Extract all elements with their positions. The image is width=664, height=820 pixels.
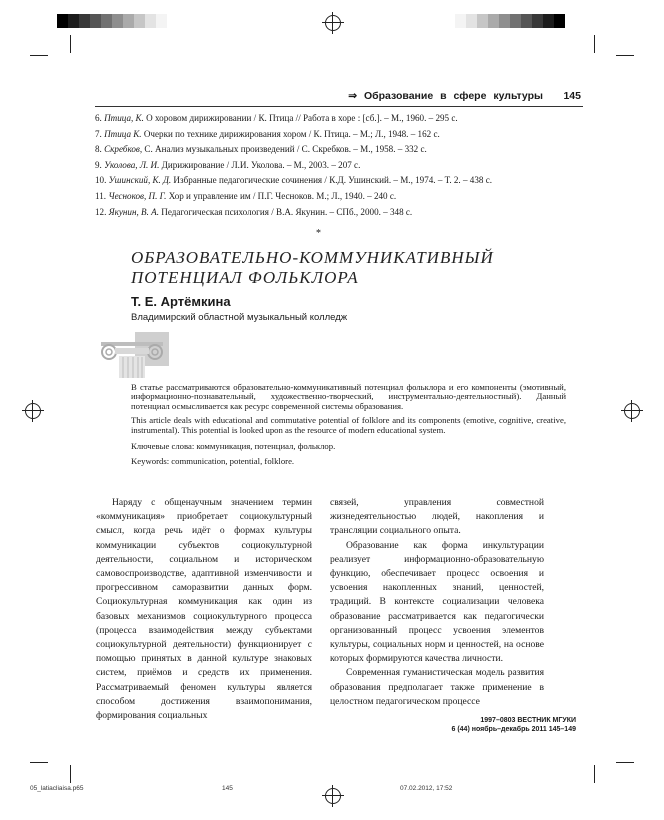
journal-footer: 1997–0803 ВЕСТНИК МГУКИ 6 (44) ноябрь–декабрь 2011 145–149	[451, 717, 576, 733]
crop-mark	[30, 762, 48, 763]
keywords-english: Keywords: communication, potential, folklore.	[131, 456, 295, 467]
registration-mark-icon	[624, 403, 640, 419]
abstract-block	[131, 383, 566, 472]
body-paragraph: Образование как форма инкультурации реализует информационно-образовательную функцию, обеспечивает процесс освоения и усвоения накопленных знаний, ценностей, традиций. В контексте социализации человека образование рассматривается как педагогически организованный процесс усвоения элементов культуры, социальных норм и ценностей, на основе которых формируются качества личности.	[330, 539, 544, 665]
registration-mark-icon	[325, 15, 341, 31]
body-column-left	[96, 496, 312, 723]
crop-mark	[594, 35, 595, 53]
gray-scale-bar-left	[57, 14, 167, 28]
section-separator: *	[316, 228, 321, 239]
reference-list	[95, 111, 565, 220]
crop-mark	[30, 55, 48, 56]
crop-mark	[70, 765, 71, 783]
author-affiliation: Владимирский областной музыкальный колледж	[131, 312, 348, 323]
gray-scale-bar-right	[455, 14, 565, 28]
registration-mark-icon	[325, 788, 341, 804]
reference-item: 9. Уколова, Л. И. Дирижирование / Л.И. Уколова. – М., 2003. – 207 с.	[95, 159, 361, 170]
body-paragraph: Современная гуманистическая модель развития образования предполагает также применение в целостном педагогическом процессе	[330, 667, 544, 707]
crop-mark	[616, 55, 634, 56]
slug-page: 145	[222, 785, 233, 792]
crop-mark	[594, 765, 595, 783]
article-author: Т. Е. Артёмкина	[131, 294, 231, 309]
article-title: ОБРАЗОВАТЕЛЬНО-КОММУНИКАТИВНЫЙ ПОТЕНЦИАЛ ФОЛЬКЛОРА	[131, 248, 494, 287]
reference-item: 12. Якунин, В. А. Педагогическая психология / В.А. Якунин. – СПб., 2000. – 348 с.	[95, 206, 413, 217]
crop-mark	[70, 35, 71, 53]
running-header	[95, 90, 583, 107]
abstract-russian: В статье рассматриваются образовательно-коммуникативный потенциал фольклора и его компоненты (эмотивный, информационно-познавательный, художественно-творческий, инструментально-деятельностный). Данный потенциал осмысливается как ресурс современной системы образования.	[131, 382, 566, 411]
reference-item: 7. Птица К. Очерки по технике дирижирования хором / К. Птица. – М.; Л., 1948. – 162 с.	[95, 128, 440, 139]
slug-datetime: 07.02.2012, 17:52	[400, 785, 453, 792]
reference-item: 11. Чесноков, П. Г. Хор и управление им / П.Г. Чесноков. М.; Л., 1940. – 240 с.	[95, 190, 397, 201]
registration-mark-icon	[25, 403, 41, 419]
page-number: 145	[563, 90, 581, 102]
body-paragraph: Наряду с общенаучным значением термин «коммуникация» приобретает социокультурный смысл, когда речь идёт о формах культуры коммуникации субъектов социокультурной деятельности, социальном и историческом самовоспроизводстве, адаптивной изменчивости и прогрессивном саморазвитии данных форм. Социокультурная коммуникация как один из базовых механизмов социокультурного процесса (процесса взаимодействия между субъектами социокультурной деятельности) функционирует с помощью принятых в данной культуре знаковых систем, приёмов и средств их применения. Рассматриваемый феномен культуры является способом достижения взаимопонимания, формирования социальных	[96, 497, 312, 722]
slug-filename: 05_latiacliaisa.p65	[30, 785, 84, 792]
reference-item: 8. Скребков, С. Анализ музыкальных произведений / С. Скребков. – М., 1958. – 332 с.	[95, 144, 427, 155]
body-column-right	[330, 496, 544, 709]
column-capital-icon	[99, 330, 173, 380]
section-title: ⇒ Образование в сфере культуры	[348, 90, 543, 102]
reference-item: 10. Ушинский, К. Д. Избранные педагогические сочинения / К.Д. Ушинский. – М., 1974. – Т. 2. – 438 с.	[95, 175, 492, 186]
keywords-russian: Ключевые слова: коммуникация, потенциал, фольклор.	[131, 441, 336, 452]
reference-item: 6. Птица, К. О хоровом дирижировании / К. Птица // Работа в хоре : [сб.]. – М., 1960. – 295 с.	[95, 113, 458, 123]
crop-mark	[616, 762, 634, 763]
body-paragraph: связей, управления совместной жизнедеятельностью людей, накопления и трансляции социального опыта.	[330, 497, 544, 537]
abstract-english: This article deals with educational and commutative potential of folklore and its components (emotive, cognitive, creative, instrumental). This potential is looked upon as the resource of modern educational system.	[131, 415, 566, 435]
